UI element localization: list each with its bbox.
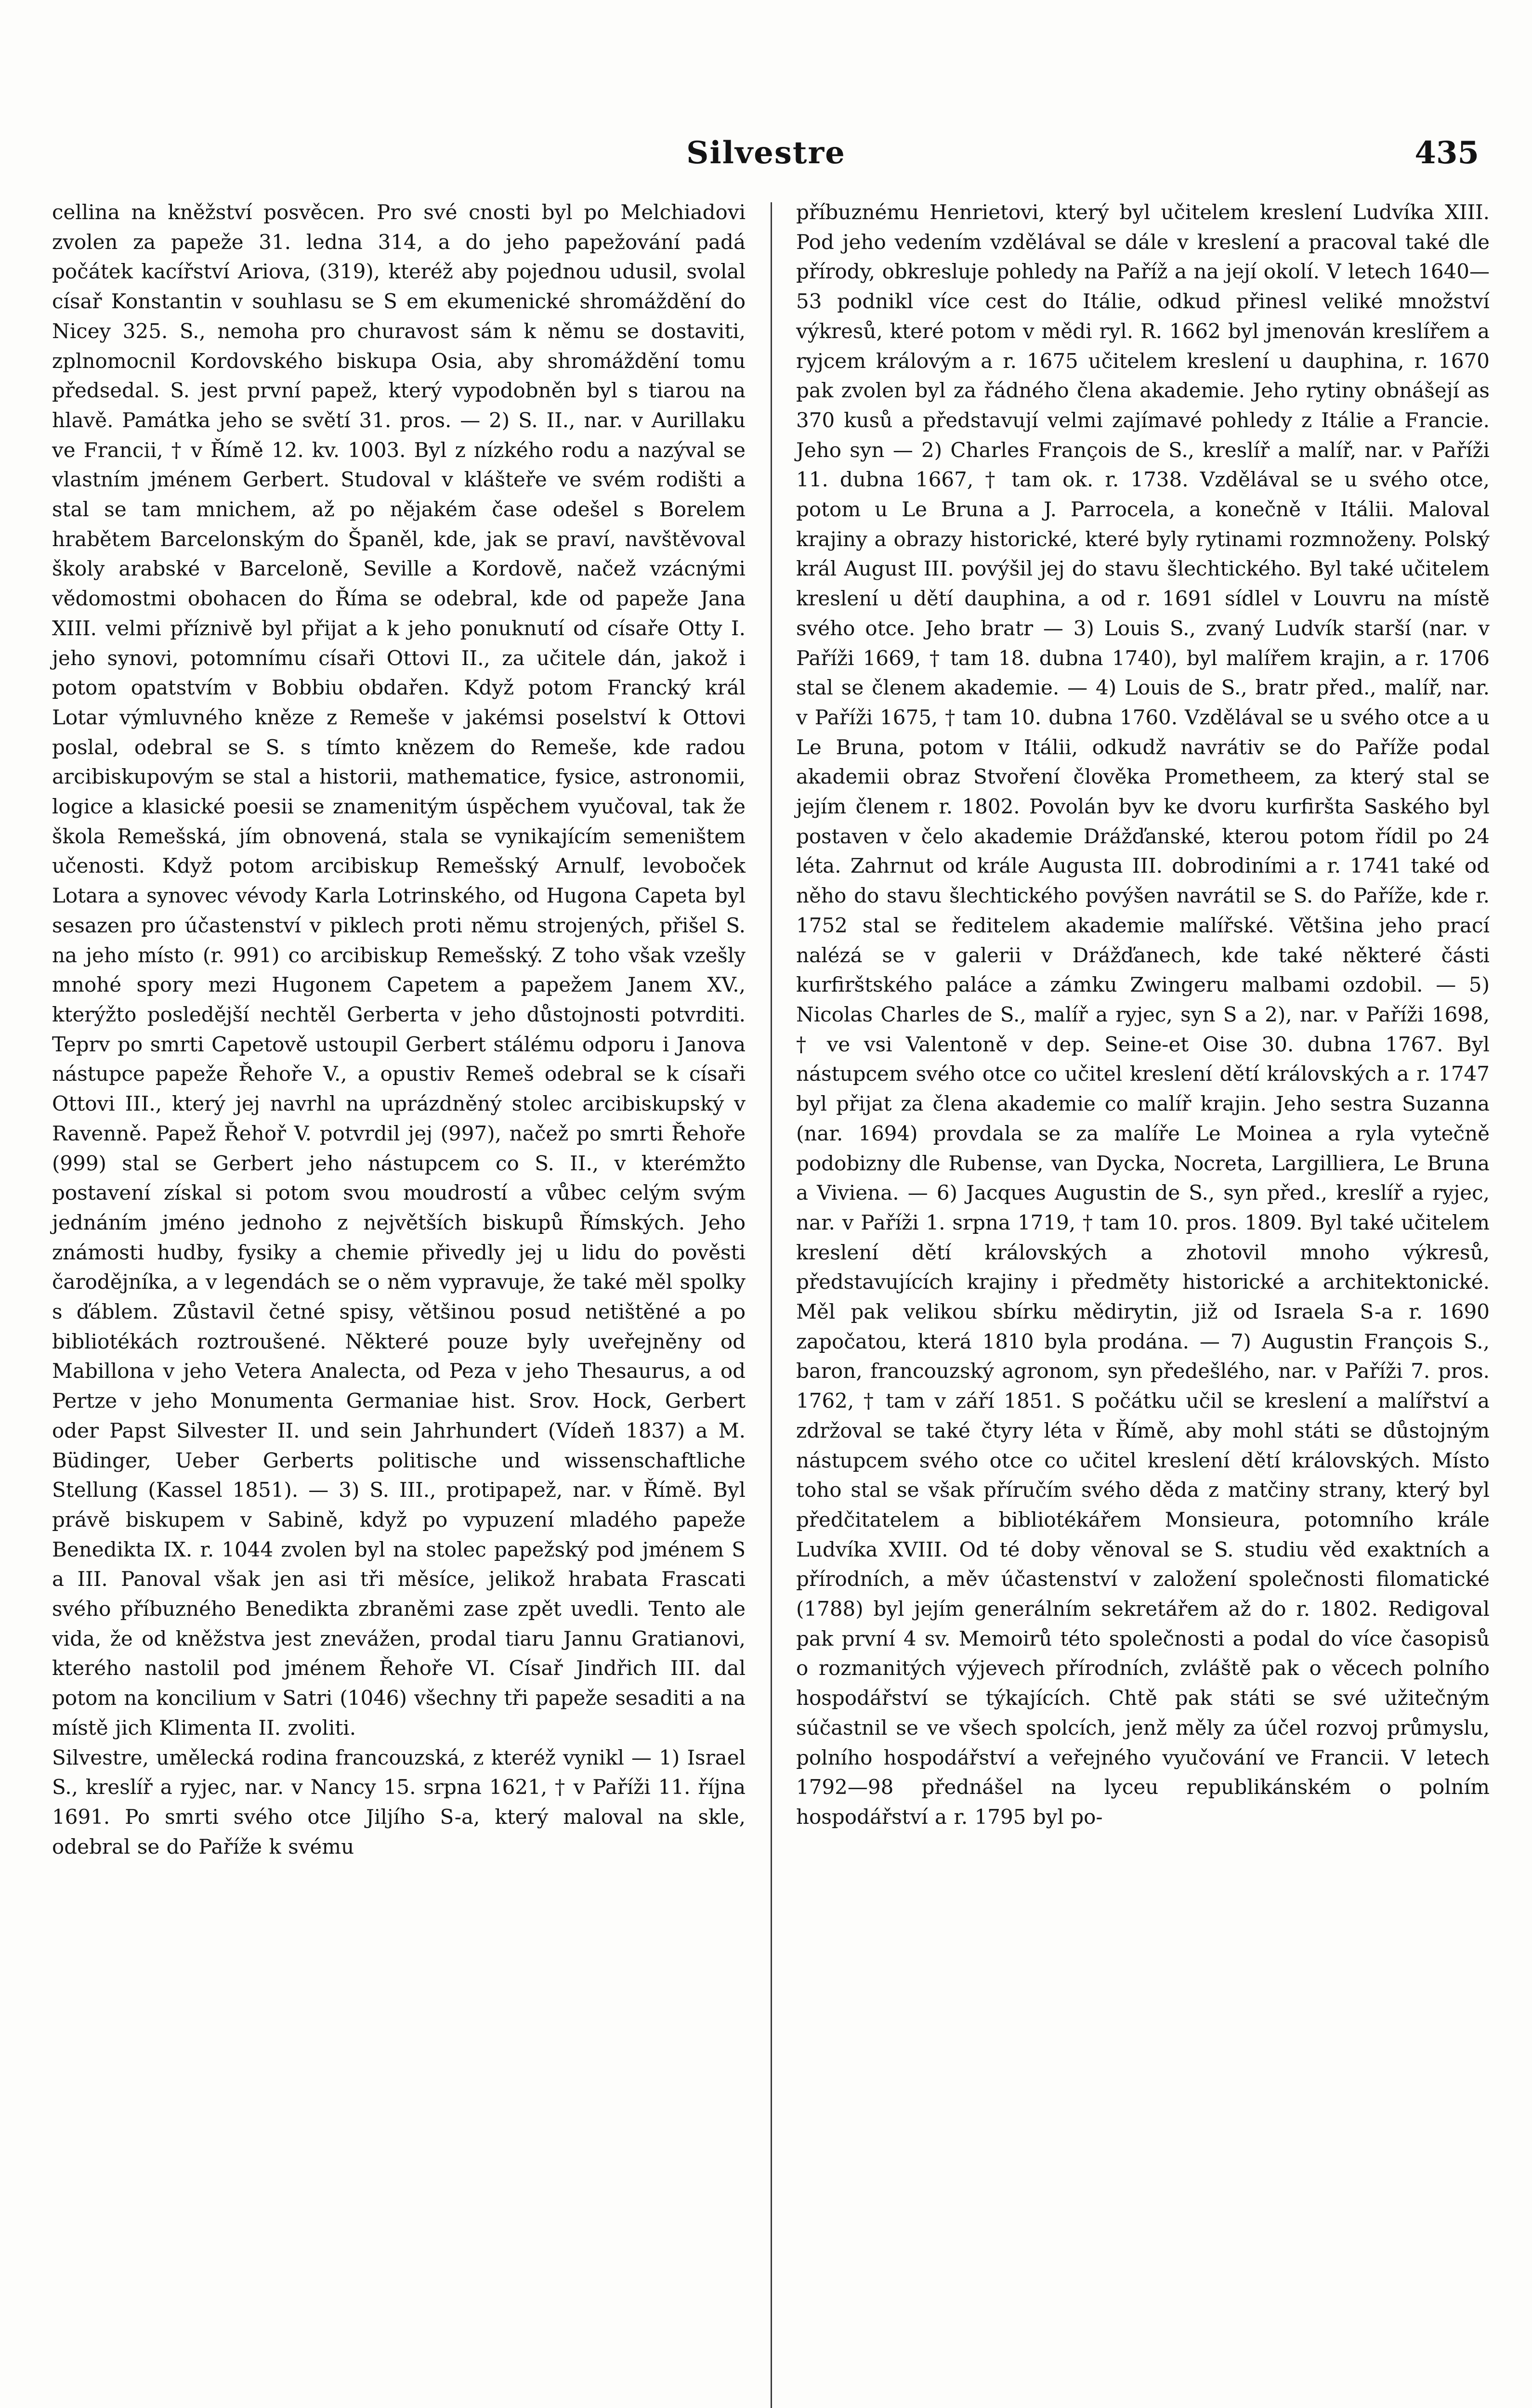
left-column: [52, 197, 746, 1861]
entry-silvestr-popes: cellina na kněžství posvěcen. Pro své cnosti byl po Melchiadovi zvolen za papeže 31. ledna 314, a do jeho papežování padá počátek kacířství Ariova, (319), kteréž aby pojednou udusil, svolal císař Konstantin v souhlasu se S em ekumenické shromáždění do Nicey 325. S., nemoha pro churavost sám k němu se dostaviti, zplnomocnil Kordovského biskupa Osia, aby shromáždění tomu předsedal. S. jest první papež, který vypodobněn byl s tiarou na hlavě. Památka jeho se světí 31. pros. — 2) S. II., nar. v Aurillaku ve Francii, † v Římě 12. kv. 1003. Byl z nízkého rodu a nazýval se vlastním jménem Gerbert. Studoval v klášteře ve svém rodišti a stal se tam mnichem, až po nějakém čase odešel s Borelem hrabětem Barcelonským do Španěl, kde, jak se praví, navštěvoval školy arabské v Barceloně, Seville a Kordově, načež vzácnými vědomostmi obohacen do Říma se odebral, kde od papeže Jana XIII. velmi příznivě byl přijat a k jeho ponuknutí od císaře Otty I. jeho synovi, potomnímu císaři Ottovi II., za učitele dán, jakož i potom opatstvím v Bobbiu obdařen. Když potom Francký král Lotar výmluvného kněze z Remeše v jakémsi poselství k Ottovi poslal, odebral se S. s tímto knězem do Remeše, kde radou arcibiskupovým se stal a historii, mathematice, fysice, astronomii, logice a klasické poesii se znamenitým úspěchem vyučoval, tak že škola Remešská, jím obnovená, stala se vynikajícím semeništem učenosti. Když potom arcibiskup Remešský Arnulf, levoboček Lotara a synovec vévody Karla Lotrinského, od Hugona Capeta byl sesazen pro účastenství v piklech proti němu strojených, přišel S. na jeho místo (r. 991) co arcibiskup Remešský. Z toho však vzešly mnohé spory mezi Hugonem Capetem a papežem Janem XV., kterýžto posledější nechtěl Gerberta v jeho důstojnosti potvrditi. Teprv po smrti Capetově ustoupil Gerbert stálému odporu i Janova nástupce papeže Řehoře V., a opustiv Remeš odebral se k císaři Ottovi III., který jej navrhl na uprázdněný stolec arcibiskupský v Ravenně. Papež Řehoř V. potvrdil jej (997), načež po smrti Řehoře (999) stal se Gerbert jeho nástupcem co S. II., v kterémžto postavení získal si potom svou moudrostí a vůbec celým svým jednáním jméno jednoho z největších biskupů Římských. Jeho známosti hudby, fysiky a chemie přivedly jej u lidu do pověsti čarodějníka, a v legendách se o něm vypravuje, že také měl spolky s ďáblem. Zůstavil četné spisy, většinou posud netištěné a po bibliotékách roztroušené. Některé pouze byly uveřejněny od Mabillona v jeho Vetera Analecta, od Peza v jeho Thesaurus, a od Pertze v jeho Monumenta Germaniae hist. Srov. Hock, Gerbert oder Papst Silvester II. und sein Jahrhundert (Vídeň 1837) a M. Büdinger, Ueber Gerberts politische und wissenschaftliche Stellung (Kassel 1851). — 3) S. III., protipapež, nar. v Římě. Byl právě biskupem v Sabině, když po vypuzení mladého papeže Benedikta IX. r. 1044 zvolen byl na stolec papežský pod jménem S a III. Panoval však jen asi tři měsíce, jelikož hrabata Frascati svého příbuzného Benedikta zbraněmi zase zpět uvedli. Tento ale vida, že od kněžstva jest znevážen, prodal tiaru Jannu Gratianovi, kterého nastolil pod jménem Řehoře VI. Císař Jindřich III. dal potom na koncilium v Satri (1046) všechny tři papeže sesaditi a na místě jich Klimenta II. zvoliti.: [52, 200, 746, 1740]
column-divider: [771, 202, 772, 2408]
page-number: 435: [1414, 135, 1479, 171]
entry-silvestre-continued: příbuznému Henrietovi, který byl učitelem kreslení Ludvíka XIII. Pod jeho vedením vzdělával se dále v kreslení a pracoval také dle přírody, obkresluje pohledy na Paříž a na její okolí. V letech 1640—53 podnikl více cest do Itálie, odkud přinesl veliké množství výkresů, které potom v mědi ryl. R. 1662 byl jmenován kreslířem a ryjcem královým a r. 1675 učitelem kreslení u dauphina, r. 1670 pak zvolen byl za řádného člena akademie. Jeho rytiny obnášejí as 370 kusů a představují velmi zajímavé pohledy z Itálie a Francie. Jeho syn — 2) Charles François de S., kreslíř a malíř, nar. v Paříži 11. dubna 1667, † tam ok. r. 1738. Vzdělával se u svého otce, potom u Le Bruna a J. Parrocela, a konečně v Itálii. Maloval krajiny a obrazy historické, které byly rytinami rozmnoženy. Polský král August III. povýšil jej do stavu šlechtického. Byl také učitelem kreslení u dětí dauphina, a od r. 1691 sídlel v Louvru na místě svého otce. Jeho bratr — 3) Louis S., zvaný Ludvík starší (nar. v Paříži 1669, † tam 18. dubna 1740), byl malířem krajin, a r. 1706 stal se členem akademie. — 4) Louis de S., bratr před., malíř, nar. v Paříži 1675, † tam 10. dubna 1760. Vzdělával se u svého otce a u Le Bruna, potom v Itálii, odkudž navrátiv se do Paříže podal akademii obraz Stvoření člověka Prometheem, za který stal se jejím členem r. 1802. Povolán byv ke dvoru kurfiršta Saského byl postaven v čelo akademie Drážďanské, kterou potom řídil po 24 léta. Zahrnut od krále Augusta III. dobrodiními a r. 1741 také od něho do stavu šlechtického povýšen navrátil se S. do Paříže, kde r. 1752 stal se ředitelem akademie malířské. Většina jeho prací nalézá se v galerii v Drážďanech, kde také některé části kurfirštského paláce a zámku Zwingeru malbami ozdobil. — 5) Nicolas Charles de S., malíř a ryjec, syn S a 2), nar. v Paříži 1698, † ve vsi Valentoně v dep. Seine-et Oise 30. dubna 1767. Byl nástupcem svého otce co učitel kreslení dětí královských a r. 1747 byl přijat za člena akademie co malíř krajin. Jeho sestra Suzanna (nar. 1694) provdala se za malíře Le Moinea a ryla vytečně podobizny dle Rubense, van Dycka, Nocreta, Largilliera, Le Bruna a Viviena. — 6) Jacques Augustin de S., syn před., kreslíř a ryjec, nar. v Paříži 1. srpna 1719, † tam 10. pros. 1809. Byl také učitelem kreslení dětí královských a zhotovil mnoho výkresů, představujících krajiny i předměty historické a architektonické. Měl pak velikou sbírku mědirytin, již od Israela S-a r. 1690 započatou, která 1810 byla prodána. — 7) Augustin François S., baron, francouzský agronom, syn předešlého, nar. v Paříži 7. pros. 1762, † tam v září 1851. S počátku učil se kreslení a malířství a zdržoval se také čtyry léta v Římě, aby mohl státi se důstojným nástupcem svého otce co učitel kreslení dětí královských. Místo toho stal se však příručím svého děda z matčiny strany, který byl předčitatelem a bibliotékářem Monsieura, potomního krále Ludvíka XVIII. Od té doby věnoval se S. studiu věd exaktních a přírodních, a měv účastenství v založení společnosti filomatické (1788) byl jejím generálním sekretářem až do r. 1802. Redigoval pak první 4 sv. Memoirů této společnosti a podal do více časopisů o rozmanitých výjevech přírodních, zvláště pak o věcech polního hospodářství se týkajících. Chtě pak státi se své užitečným súčastnil se ve všech spolcích, jenž měly za účel rozvoj průmyslu, polního hospodářství a veřejného vyučování ve Francii. V letech 1792—98 přednášel na lyceu republikánském o polním hospodářství a r. 1795 byl po-: [796, 200, 1490, 1829]
page-title: Silvestre: [686, 135, 846, 171]
right-column: [796, 197, 1490, 1832]
running-head: [48, 135, 1484, 178]
text-columns: [52, 197, 1490, 2408]
entry-silvestre-family: Silvestre, umělecká rodina francouzská, z kteréž vynikl — 1) Israel S., kreslíř a ryjec, nar. v Nancy 15. srpna 1621, † v Paříži 11. října 1691. Po smrti svého otce Jiljího S-a, který maloval na skle, odebral se do Paříže k svému: [52, 1745, 746, 1858]
